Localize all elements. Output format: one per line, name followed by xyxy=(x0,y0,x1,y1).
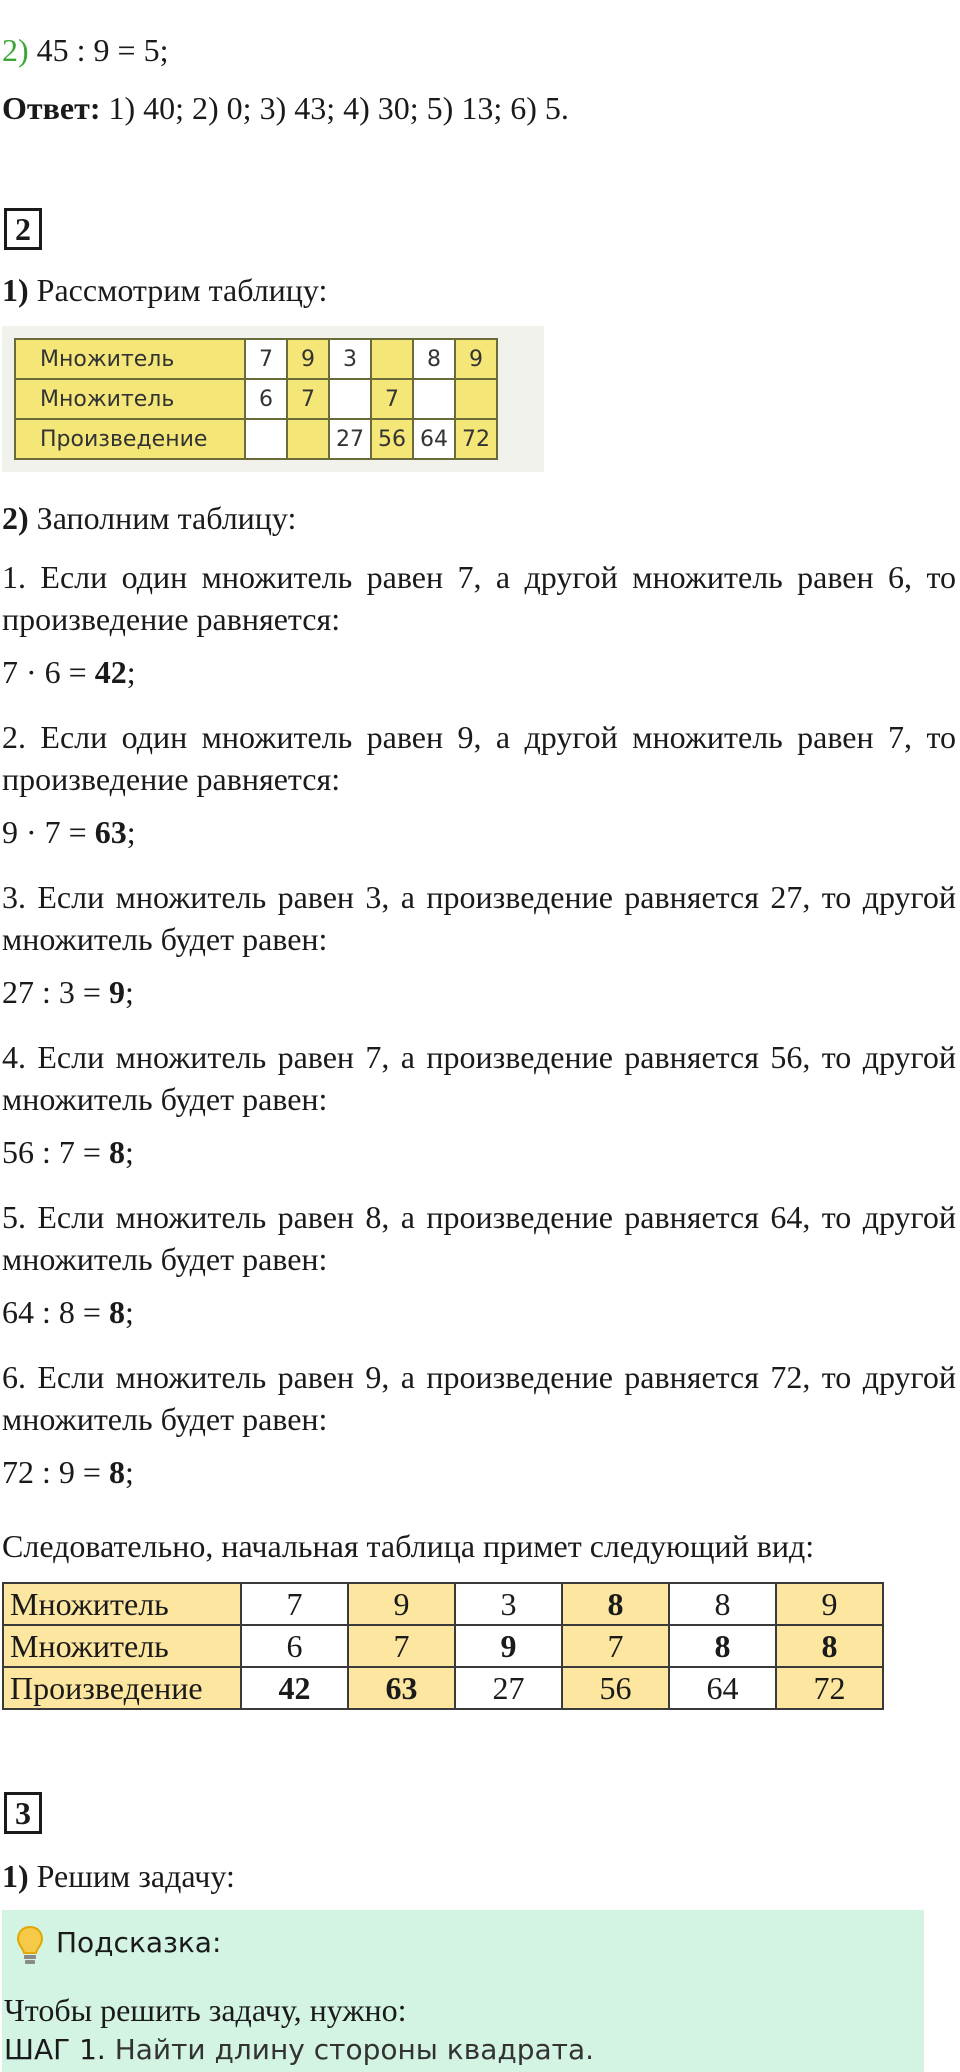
step-number: 1) xyxy=(2,272,29,308)
table-cell: 8 xyxy=(776,1625,883,1667)
table-cell: 9 xyxy=(455,1625,562,1667)
terminator: ; xyxy=(124,1134,134,1170)
row-label: Множитель xyxy=(3,1625,241,1667)
step-number: 1) xyxy=(2,1858,29,1894)
hint-box[interactable] xyxy=(2,1910,924,2072)
item-expression xyxy=(2,972,134,1012)
table-cell xyxy=(287,419,329,459)
row-label: Произведение xyxy=(15,419,245,459)
table-row xyxy=(3,1625,883,1667)
step-text: Решим задачу: xyxy=(36,1858,235,1894)
answer-text: 1) 40; 2) 0; 3) 43; 4) 30; 5) 13; 6) 5. xyxy=(108,90,569,126)
table-cell: 8 xyxy=(562,1583,669,1625)
table-cell: 9 xyxy=(455,339,497,379)
step-text: Рассмотрим таблицу: xyxy=(36,272,328,308)
result: 42 xyxy=(94,654,127,690)
table-cell: 3 xyxy=(455,1583,562,1625)
item-text: 2. Если один множитель равен 9, а другой множитель равен 7, то произведение равняется: xyxy=(2,719,956,797)
terminator: ; xyxy=(124,1454,134,1490)
row-label: Произведение xyxy=(3,1667,241,1709)
item-text: 3. Если множитель равен 3, а произведение равняется 27, то другой множитель будет равен: xyxy=(2,879,956,957)
table-cell: 27 xyxy=(455,1667,562,1709)
step-number: 2) xyxy=(2,500,29,536)
table-cell: 64 xyxy=(669,1667,776,1709)
table-row xyxy=(3,1583,883,1625)
expression: 27 : 3 = xyxy=(2,974,109,1010)
table-cell xyxy=(413,379,455,419)
result: 9 xyxy=(108,974,125,1010)
item-text: 6. Если множитель равен 9, а произведение равняется 72, то другой множитель будет равен: xyxy=(2,1359,956,1437)
item-expression xyxy=(2,1292,134,1332)
table-cell: 27 xyxy=(329,419,371,459)
step-text: Заполним таблицу: xyxy=(36,500,297,536)
table-cell: 56 xyxy=(562,1667,669,1709)
task-table-image xyxy=(2,326,544,472)
answer-line xyxy=(2,88,569,128)
item-expression xyxy=(2,1132,134,1172)
item-text: 5. Если множитель равен 8, а произведение равняется 64, то другой множитель будет равен: xyxy=(2,1199,956,1277)
table-cell xyxy=(245,419,287,459)
hint-step xyxy=(4,2030,594,2070)
step-label: ШАГ 1. xyxy=(4,2033,106,2066)
solution-line-2 xyxy=(2,30,168,70)
table-cell: 9 xyxy=(776,1583,883,1625)
row-label: Множитель xyxy=(15,379,245,419)
terminator: ; xyxy=(124,1294,134,1330)
lightbulb-icon xyxy=(14,1924,46,1968)
result: 8 xyxy=(108,1294,125,1330)
table-cell xyxy=(329,379,371,419)
table-cell: 8 xyxy=(669,1583,776,1625)
terminator: ; xyxy=(124,974,134,1010)
task3-step1 xyxy=(2,1856,235,1896)
result: 63 xyxy=(94,814,127,850)
table-cell: 8 xyxy=(669,1625,776,1667)
result: 8 xyxy=(108,1134,125,1170)
expression: 7 · 6 = xyxy=(2,654,95,690)
task-number-2: 2 xyxy=(4,208,42,250)
table-cell: 72 xyxy=(776,1667,883,1709)
table-cell: 7 xyxy=(241,1583,348,1625)
table-cell: 8 xyxy=(413,339,455,379)
table-row xyxy=(3,1667,883,1709)
table-row xyxy=(15,379,497,419)
original-table xyxy=(14,338,498,460)
answer-label: Ответ: xyxy=(2,90,101,126)
item-text: 1. Если один множитель равен 7, а другой множитель равен 6, то произведение равняется: xyxy=(2,559,956,637)
expression: 72 : 9 = xyxy=(2,1454,109,1490)
row-label: Множитель xyxy=(3,1583,241,1625)
table-cell: 7 xyxy=(245,339,287,379)
hint-title: Подсказка: xyxy=(56,1926,222,1959)
expression: 9 · 7 = xyxy=(2,814,95,850)
task2-step2 xyxy=(2,498,296,538)
table-cell: 63 xyxy=(348,1667,455,1709)
table-cell: 9 xyxy=(348,1583,455,1625)
table-cell: 6 xyxy=(245,379,287,419)
table-cell: 7 xyxy=(371,379,413,419)
table-cell: 7 xyxy=(287,379,329,419)
table-cell xyxy=(371,339,413,379)
table-cell: 6 xyxy=(241,1625,348,1667)
table-cell: 72 xyxy=(455,419,497,459)
table-row xyxy=(15,419,497,459)
table-cell: 3 xyxy=(329,339,371,379)
item-expression xyxy=(2,812,136,852)
result: 8 xyxy=(108,1454,125,1490)
terminator: ; xyxy=(126,814,136,850)
hint-text: Чтобы решить задачу, нужно: xyxy=(4,1992,407,2028)
task-number-3: 3 xyxy=(4,1792,42,1834)
table-cell: 64 xyxy=(413,419,455,459)
expression: 45 : 9 = 5; xyxy=(36,32,169,68)
completed-table xyxy=(2,1582,884,1710)
table-cell: 7 xyxy=(348,1625,455,1667)
expression: 56 : 7 = xyxy=(2,1134,109,1170)
expression: 64 : 8 = xyxy=(2,1294,109,1330)
step-text: Найти длину стороны квадрата. xyxy=(114,2033,595,2066)
item-expression xyxy=(2,652,136,692)
table-cell: 56 xyxy=(371,419,413,459)
task2-step1 xyxy=(2,270,327,310)
table-cell: 9 xyxy=(287,339,329,379)
table-cell xyxy=(455,379,497,419)
table-cell: 42 xyxy=(241,1667,348,1709)
table-row xyxy=(15,339,497,379)
item-number: 2) xyxy=(2,32,29,68)
item-expression xyxy=(2,1452,134,1492)
terminator: ; xyxy=(126,654,136,690)
row-label: Множитель xyxy=(15,339,245,379)
item-text: 4. Если множитель равен 7, а произведение равняется 56, то другой множитель будет равен: xyxy=(2,1039,956,1117)
conclusion-text: Следовательно, начальная таблица примет следующий вид: xyxy=(2,1528,815,1564)
table-cell: 7 xyxy=(562,1625,669,1667)
